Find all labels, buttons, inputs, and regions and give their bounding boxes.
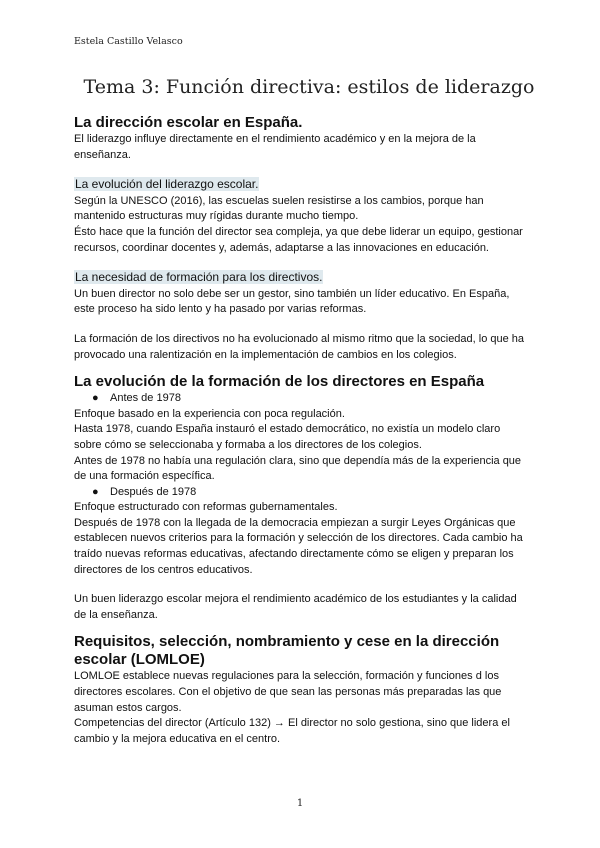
bullet-icon: ● bbox=[92, 485, 99, 498]
paragraph: El liderazgo influye directamente en el rendimiento académico y en la mejora de la enseñanza. bbox=[74, 133, 476, 161]
highlighted-subheading: La evolución del liderazgo escolar. bbox=[75, 177, 259, 192]
author-name: Estela Castillo Velasco bbox=[74, 36, 183, 47]
bullet-label: Antes de 1978 bbox=[110, 392, 181, 405]
section-heading-evolucion-formacion: La evolución de la formación de los directores en España bbox=[74, 373, 485, 391]
paragraph: Competencias del director (Artículo 132) → El director no solo gestiona, sino que lidera el cambio y la mejora educativa en el centro. bbox=[74, 717, 510, 745]
document-body bbox=[74, 114, 528, 747]
section-heading-requisitos-lomloe: Requisitos, selección, nombramiento y cese en la dirección escolar (LOMLOE) bbox=[74, 633, 500, 669]
paragraph: Un buen director no solo debe ser un gestor, sino también un líder educativo. En España, este proceso ha sido lento y ha pasado por varias reformas. bbox=[74, 287, 510, 316]
bullet-item bbox=[74, 391, 528, 407]
paragraph: LOMLOE establece nuevas regulaciones para la selección, formación y funciones d los directores escolares. Con el objetivo de que sean las personas más preparadas las que asuman estos cargos. bbox=[74, 670, 502, 714]
section-heading-direccion-escolar: La dirección escolar en España. bbox=[74, 114, 303, 131]
paragraph: Enfoque estructurado con reformas gubernamentales. bbox=[74, 501, 338, 514]
document-title: Tema 3: Función directiva: estilos de liderazgo bbox=[83, 76, 535, 98]
page-number: 1 bbox=[296, 798, 304, 809]
paragraph: Enfoque basado en la experiencia con poca regulación. bbox=[74, 407, 345, 420]
paragraph: Después de 1978 con la llegada de la democracia empiezan a surgir Leyes Orgánicas que establecen nuevos criterios para la formación y selección de los directores. Cada cambio ha traído nuevas reformas educativas, afectando directamente cómo se eligen y preparan los directores de los centros educativos. bbox=[74, 516, 523, 576]
paragraph: Un buen liderazgo escolar mejora el rendimiento académico de los estudiantes y la calidad de la enseñanza. bbox=[74, 593, 517, 621]
bullet-item bbox=[74, 485, 528, 501]
bullet-label: Después de 1978 bbox=[110, 485, 197, 498]
paragraph: Hasta 1978, cuando España instauró el estado democrático, no existía un modelo claro sobre cómo se seleccionaba y formaba a los directores de los colegios. bbox=[74, 423, 501, 451]
bullet-icon: ● bbox=[92, 392, 99, 405]
paragraph: Según la UNESCO (2016), las escuelas suelen resistirse a los cambios, porque han mantenido estructuras muy rígidas durante mucho tiempo. bbox=[74, 194, 484, 223]
highlighted-subheading: La necesidad de formación para los directivos. bbox=[75, 270, 323, 285]
paragraph: Antes de 1978 no había una regulación clara, sino que dependía más de la experiencia que de una formación específica. bbox=[74, 454, 522, 483]
paragraph: La formación de los directivos no ha evolucionado al mismo ritmo que la sociedad, lo que ha provocado una ralentización en la implementación de cambios en los colegios. bbox=[74, 332, 525, 361]
paragraph: Ésto hace que la función del director sea compleja, ya que debe liderar un equipo, gestionar recursos, coordinar docentes y, además, adaptarse a las innovaciones en educación. bbox=[74, 225, 523, 254]
